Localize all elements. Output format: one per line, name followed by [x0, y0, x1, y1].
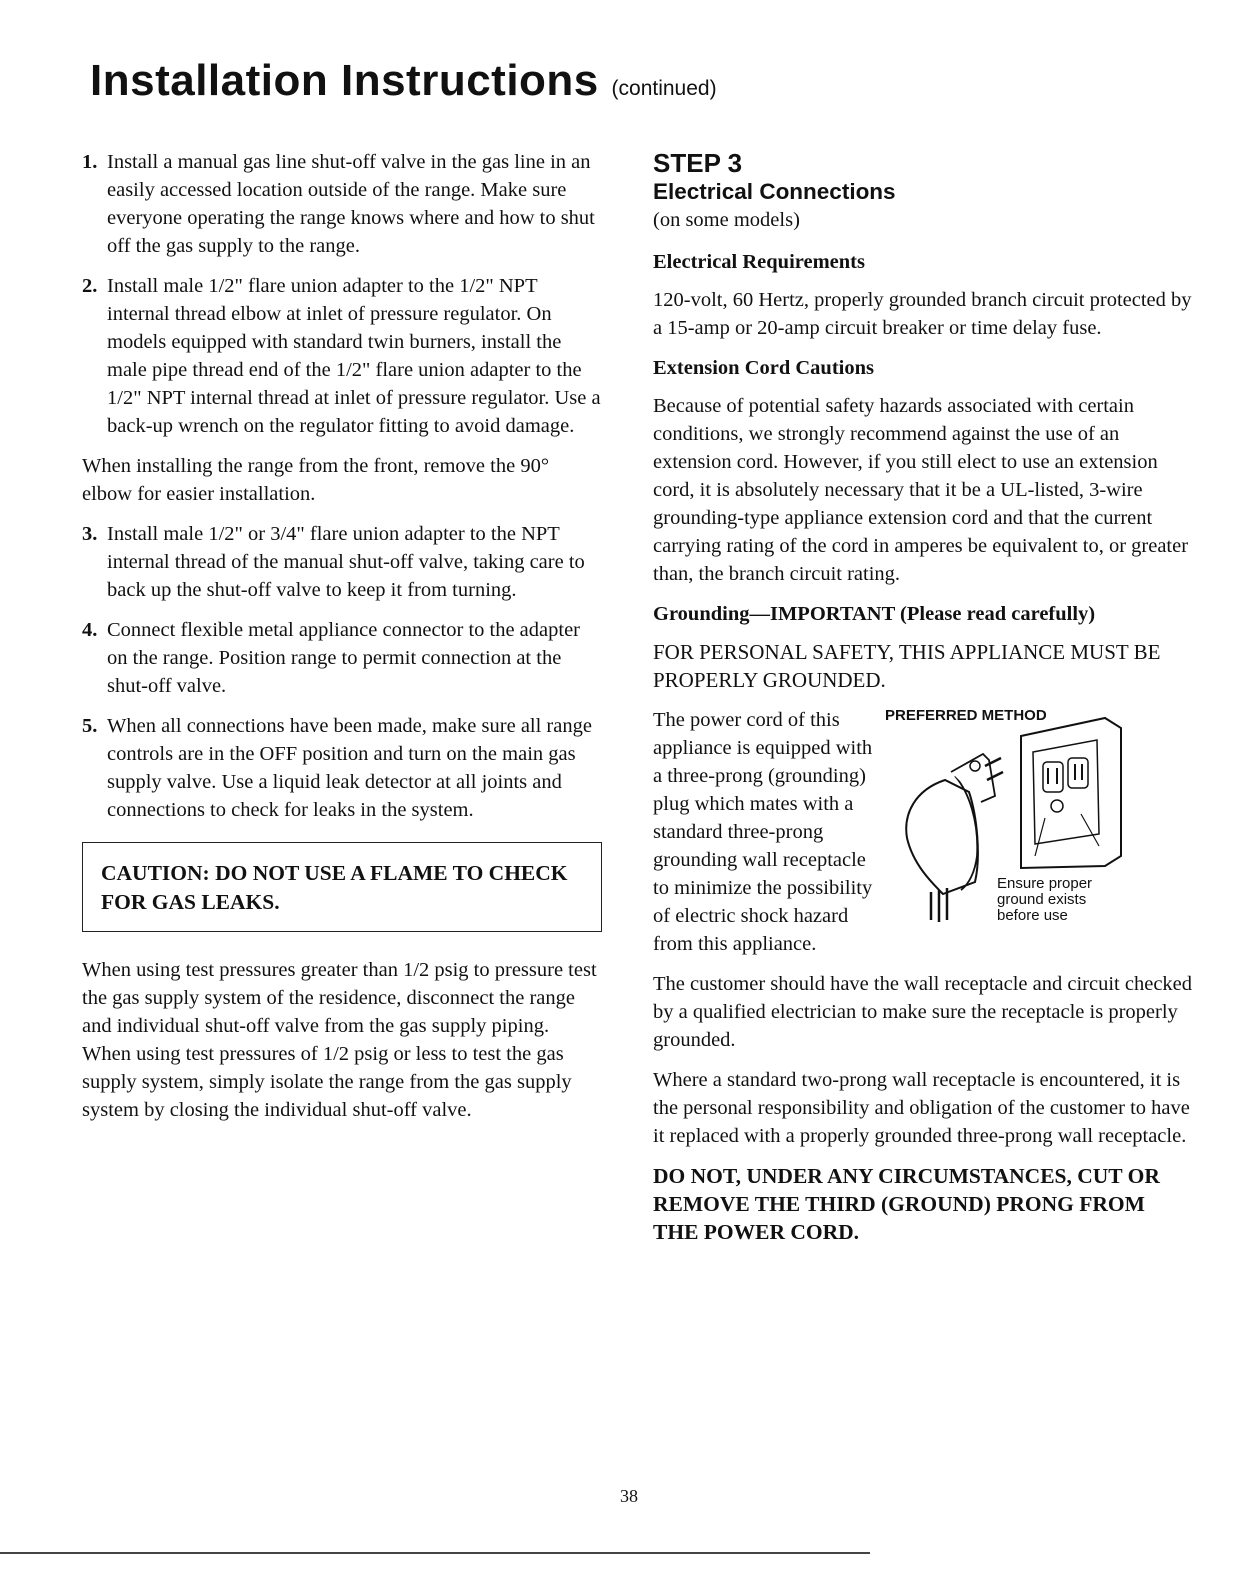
wall-receptacle-icon [1021, 718, 1121, 868]
step-title: Electrical Connections [653, 179, 896, 204]
step-number: STEP 3 [653, 148, 743, 178]
plug-receptacle-figure [885, 706, 1185, 956]
instruction-item-4 [82, 616, 602, 700]
test-pressure-paragraph: When using test pressures greater than 1/2 psig to pressure test the gas supply system of the residence, disconnect the range and individual shut-off valve from the gas supply piping. When using test pressures of 1/2 psig or less to test the gas supply system, simply isolate the range from the gas supply system by closing the individual shut-off valve. [82, 959, 597, 1121]
grounding-heading: Grounding—IMPORTANT (Please read carefully) [653, 603, 1096, 625]
page-title [90, 56, 717, 106]
step-note: (on some models) [653, 209, 800, 231]
item-number: 3. [82, 523, 98, 545]
page-number: 38 [620, 1486, 638, 1506]
extension-cord-text: Because of potential safety hazards associated with certain conditions, we strongly recommend against the use of an extension cord. However, if you still elect to use an extension cord, it is absolutely necessary that it be a UL-listed, 3-wire grounding-type appliance extension cord and that the current carrying rating of the cord in amperes be equivalent to, or greater than, the branch circuit rating. [653, 395, 1189, 585]
ensure-ground-label: Ensure proper ground exists before use [997, 875, 1093, 924]
instruction-item-3 [82, 520, 602, 604]
electrical-requirements-heading: Electrical Requirements [653, 251, 865, 273]
item-text: Connect flexible metal appliance connector to the adapter on the range. Position range to permit connection at the shut-off valve. [107, 619, 581, 697]
electrical-requirements-text: 120-volt, 60 Hertz, properly grounded branch circuit protected by a 15-amp or 20-amp circuit breaker or time delay fuse. [653, 289, 1192, 339]
elbow-note: When installing the range from the front, remove the 90° elbow for easier installation. [82, 455, 550, 505]
item-number: 4. [82, 619, 98, 641]
title-text: Installation Instructions [90, 56, 599, 105]
caution-box: CAUTION: DO NOT USE A FLAME TO CHECK FOR GAS LEAKS. [82, 842, 602, 932]
item-text: Install a manual gas line shut-off valve in the gas line in an easily accessed location outside of the range. Make sure everyone operating the range knows where and how to shut off the gas supply to the range. [107, 151, 595, 257]
preferred-method-label: PREFERRED METHOD [885, 707, 1047, 724]
instruction-item-2 [82, 272, 602, 440]
item-number: 2. [82, 275, 98, 297]
power-cord-section [653, 706, 1193, 958]
extension-cord-heading: Extension Cord Cautions [653, 357, 874, 379]
grounding-warning: FOR PERSONAL SAFETY, THIS APPLIANCE MUST BE PROPERLY GROUNDED. [653, 640, 1161, 692]
instruction-item-1 [82, 148, 602, 260]
item-text: When all connections have been made, make sure all range controls are in the OFF position and turn on the main gas supply valve. Use a liquid leak detector at all joints and connections to check for leaks in the system. [107, 715, 592, 821]
item-number: 1. [82, 151, 98, 173]
right-column [653, 148, 1193, 1246]
item-text: Install male 1/2" flare union adapter to the 1/2" NPT internal thread elbow at inlet of pressure regulator. On models equipped with standard twin burners, install the male pipe thread end of the 1/2" flare union adapter to the 1/2" NPT internal thread at inlet of pressure regulator. Use a back-up wrench on the regulator fitting to avoid damage. [107, 275, 601, 437]
final-warning: DO NOT, UNDER ANY CIRCUMSTANCES, CUT OR REMOVE THE THIRD (GROUND) PRONG FROM THE POWER CORD. [653, 1164, 1160, 1244]
bottom-rule [0, 1552, 870, 1554]
customer-check-text: The customer should have the wall receptacle and circuit checked by a qualified electrician to make sure the receptacle is properly grounded. [653, 973, 1193, 1051]
instruction-item-5 [82, 712, 602, 824]
title-continued: (continued) [611, 77, 717, 100]
item-number: 5. [82, 715, 98, 737]
power-cord-text: The power cord of this appliance is equipped with a three-prong (grounding) plug which mates with a standard three-prong grounding wall receptacle to minimize the possibility of electric shock hazard from this appliance. [653, 709, 873, 955]
left-column [82, 148, 602, 1136]
two-prong-text: Where a standard two-prong wall receptacle is encountered, it is the personal responsibility and obligation of the customer to have it replaced with a properly grounded three-prong wall receptacle. [653, 1069, 1190, 1147]
item-text: Install male 1/2" or 3/4" flare union adapter to the NPT internal thread of the manual shut-off valve, taking care to back up the shut-off valve to keep it from turning. [107, 523, 585, 601]
